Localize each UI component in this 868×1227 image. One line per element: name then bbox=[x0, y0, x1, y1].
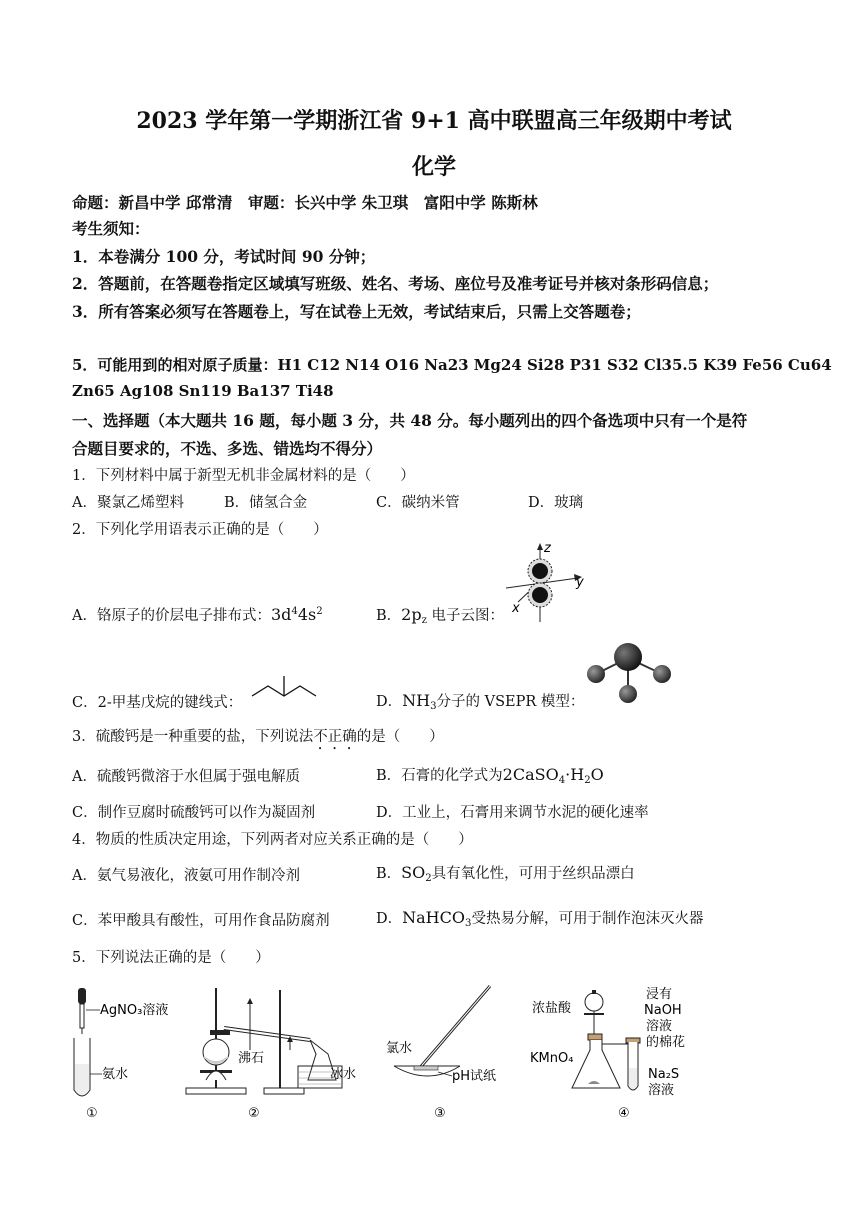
subject-title: 化学 bbox=[411, 154, 456, 180]
fig3-paper-label: pH试纸 bbox=[452, 1069, 497, 1084]
q3-option-b: B．石膏的化学式为$2CaSO_4\cdot H_2O$ bbox=[376, 765, 604, 786]
q5-figure-2 bbox=[180, 980, 360, 1120]
fig4-cotton-label-4: 的棉花 bbox=[646, 1035, 686, 1050]
q2-option-d: D．$NH_3$分子的 VSEPR 模型： bbox=[376, 691, 585, 712]
section-heading-line-2: 合题目要求的，不选、多选、错选均不得分） bbox=[72, 439, 383, 458]
q3-stem: 3．硫酸钙是一种重要的盐，下列说法不正确的是（ ） bbox=[72, 729, 444, 745]
notice-3: 3．所有答案必须写在答题卷上，写在试卷上无效，考试结束后，只需上交答题卷； bbox=[72, 302, 641, 321]
q5-figure-3 bbox=[380, 980, 520, 1120]
nh3-vsepr-model bbox=[582, 640, 678, 708]
section-heading-line-1: 一、选择题（本大题共 16 题，每小题 3 分，共 48 分。每小题列出的四个备选项中只有一个是符 bbox=[72, 411, 748, 430]
fig1-tube-label: 氨水 bbox=[102, 1067, 129, 1082]
fig3-reagent-label: 氯水 bbox=[386, 1041, 413, 1056]
methylpentane-skeletal-formula bbox=[248, 672, 328, 702]
notice-heading: 考生须知： bbox=[72, 219, 150, 238]
fig4-number: ④ bbox=[618, 1106, 630, 1120]
q1-option-c: C．碳纳米管 bbox=[376, 495, 460, 511]
authors-line: 命题：新昌中学 邱常清 审题：长兴中学 朱卫琪 富阳中学 陈斯林 bbox=[72, 193, 538, 212]
fig1-number: ① bbox=[86, 1106, 98, 1120]
q2-option-a: A．铬原子的价层电子排布式：$3d^44s^2$ bbox=[72, 605, 323, 624]
q3-option-c: C．制作豆腐时硫酸钙可以作为凝固剂 bbox=[72, 805, 316, 821]
q4-option-b: B．$SO_2$具有氧化性，可用于丝织品漂白 bbox=[376, 863, 635, 884]
exam-title: 2023 学年第一学期浙江省 9+1 高中联盟高三年级期中考试 bbox=[136, 108, 732, 134]
fig4-na2s-label-2: 溶液 bbox=[648, 1083, 675, 1098]
notice-2: 2．答题前，在答题卷指定区域填写班级、姓名、考场、座位号及准考证号并核对条形码信息； bbox=[72, 274, 719, 293]
q1-option-a: A．聚氯乙烯塑料 bbox=[72, 495, 184, 511]
fig2-stone-label: 沸石 bbox=[238, 1051, 265, 1066]
fig4-cotton-label-2: NaOH bbox=[644, 1003, 682, 1018]
q5-figure-1 bbox=[60, 980, 170, 1120]
q5-stem: 5．下列说法正确的是（ ） bbox=[72, 950, 270, 966]
q4-option-d: D．NaHCO$_3$受热易分解，可用于制作泡沫灭火器 bbox=[376, 908, 704, 929]
q1-option-b: B．储氢合金 bbox=[224, 495, 308, 511]
fig4-kmno4-label: KMnO₄ bbox=[530, 1051, 574, 1066]
fig4-cotton-label-1: 浸有 bbox=[646, 987, 673, 1002]
fig4-acid-label: 浓盐酸 bbox=[532, 1001, 572, 1016]
fig2-number: ② bbox=[248, 1106, 260, 1120]
q1-stem: 1．下列材料中属于新型无机非金属材料的是（ ） bbox=[72, 468, 415, 484]
q5-figure-4 bbox=[530, 980, 700, 1120]
axis-z-label: z bbox=[544, 541, 551, 556]
q3-option-d: D．工业上，石膏用来调节水泥的硬化速率 bbox=[376, 805, 649, 821]
q4-stem: 4．物质的性质决定用途，下列两者对应关系正确的是（ ） bbox=[72, 832, 473, 848]
q4-option-c: C．苯甲酸具有酸性，可用作食品防腐剂 bbox=[72, 913, 330, 929]
q2-stem: 2．下列化学用语表示正确的是（ ） bbox=[72, 522, 328, 538]
fig3-number: ③ bbox=[434, 1106, 446, 1120]
axis-x-label: x bbox=[512, 601, 520, 616]
pz-orbital-figure bbox=[500, 540, 590, 630]
q4-option-a: A．氨气易液化，液氨可用作制冷剂 bbox=[72, 868, 300, 884]
fig2-ice-label: 冰水 bbox=[330, 1067, 357, 1082]
atomic-masses-line-2: Zn65 Ag108 Sn119 Ba137 Ti48 bbox=[72, 382, 334, 400]
q2-option-b: B．$2p_z$ 电子云图： bbox=[376, 605, 505, 626]
fig4-na2s-label-1: Na₂S bbox=[648, 1067, 680, 1082]
axis-y-label: y bbox=[576, 575, 584, 590]
notice-1: 1．本卷满分 100 分，考试时间 90 分钟； bbox=[72, 247, 376, 266]
q3-option-a: A．硫酸钙微溶于水但属于强电解质 bbox=[72, 769, 300, 785]
q1-option-d: D．玻璃 bbox=[528, 495, 584, 511]
q2-option-c: C．2-甲基戊烷的键线式： bbox=[72, 695, 243, 711]
atomic-masses-line-1: 5．可能用到的相对原子质量：H1 C12 N14 O16 Na23 Mg24 Si28 P31 S32 Cl35.5 K39 Fe56 Cu64 bbox=[72, 356, 832, 374]
fig4-cotton-label-3: 溶液 bbox=[646, 1019, 673, 1034]
fig1-reagent-label: AgNO₃溶液 bbox=[100, 1003, 169, 1018]
